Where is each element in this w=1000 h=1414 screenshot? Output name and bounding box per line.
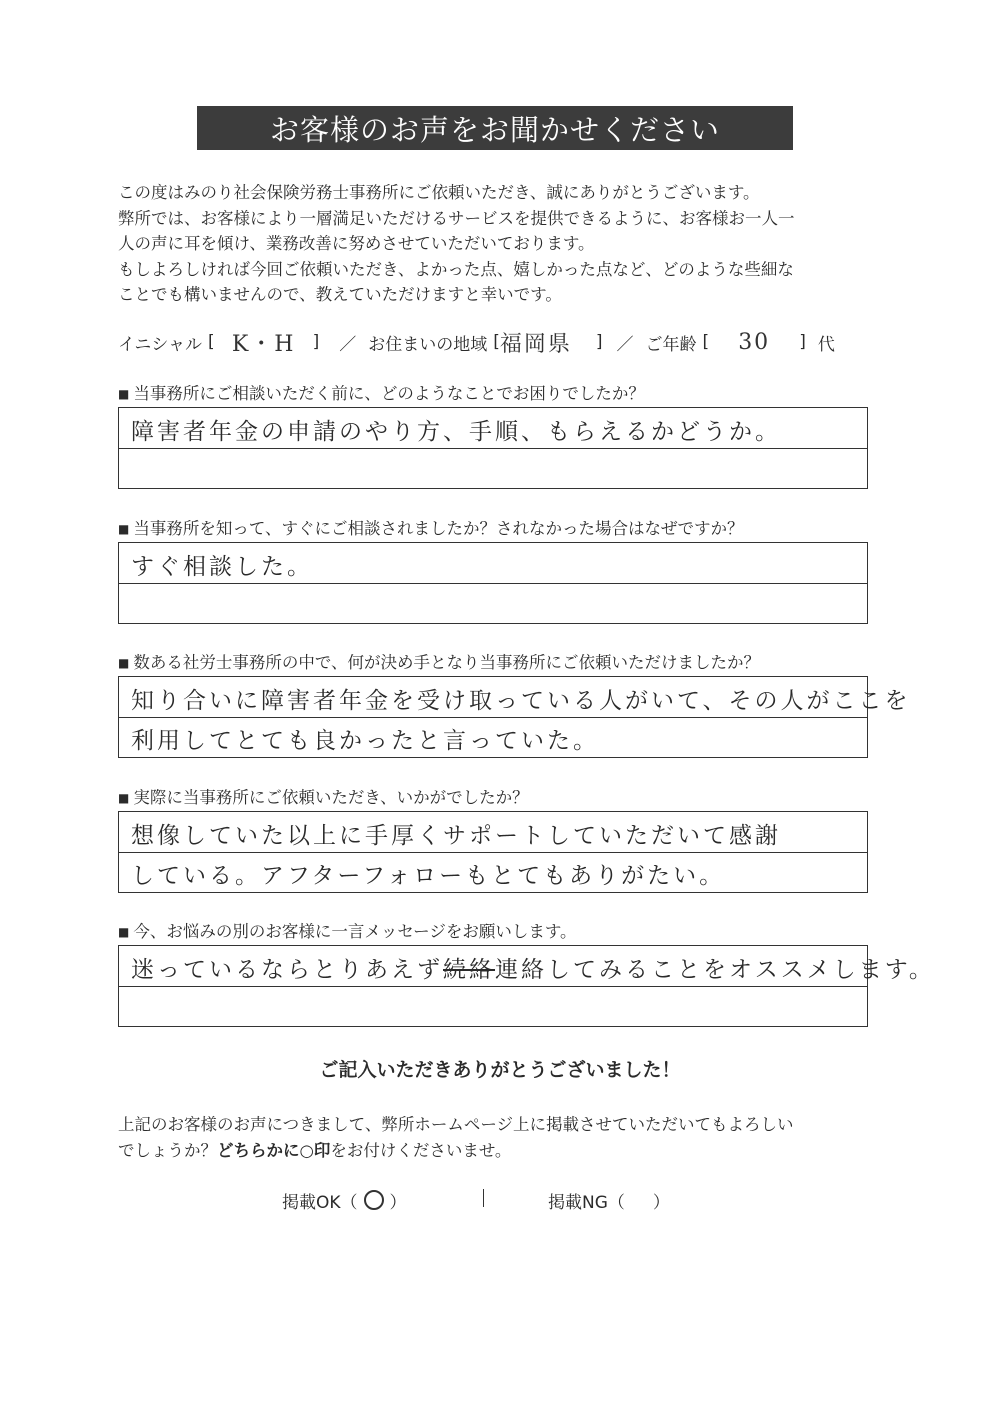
region-value[interactable]: 福岡県 (499, 331, 572, 357)
answer-line: 知り合いに障害者年金を受け取っている人がいて、その人がここを (131, 687, 911, 714)
intro-text (118, 180, 888, 308)
answer-box-4[interactable] (118, 811, 868, 893)
answer-line: 障害者年金の申請のやり方、手順、もらえるかどうか。 (131, 418, 781, 445)
consent-text-normal: をお付けくださいませ。 (330, 1141, 512, 1160)
publish-ok-label: 掲載OK（ (282, 1192, 358, 1213)
bracket-close: ] (595, 332, 603, 352)
divider (119, 986, 867, 987)
answer-box-2[interactable] (118, 542, 868, 624)
divider (483, 1189, 484, 1207)
question-text: 実際に当事務所にご依頼いただき、いかがでしたか？ (133, 788, 529, 807)
respondent-info-row (118, 326, 878, 358)
question-1-label (118, 380, 645, 404)
thanks-message: ご記入いただきありがとうございました！ (319, 1059, 681, 1081)
page-title: お客様のお声をお聞かせください (197, 106, 793, 150)
slash-separator: ／ (616, 334, 634, 355)
consent-text-normal: でしょうか？ (118, 1141, 217, 1160)
intro-line: ことでも構いませんので、教えていただけますと幸いです。 (118, 285, 562, 304)
publish-ng-option[interactable] (548, 1185, 670, 1215)
slash-separator: ／ (339, 334, 357, 355)
answer-box-3[interactable] (118, 676, 911, 758)
answer-line: 想像していた以上に手厚くサポートしていただいて感謝 (131, 822, 781, 849)
age-value[interactable]: 30 (738, 329, 771, 355)
square-bullet-icon: ■ (118, 925, 130, 939)
age-label: ご年齢 (645, 334, 697, 355)
answer-box-5[interactable] (118, 945, 935, 1027)
publish-ng-label: 掲載NG（ (548, 1192, 625, 1213)
question-text: 当事務所を知って、すぐにご相談されましたか？されなかった場合はなぜですか？ (133, 519, 744, 538)
divider (119, 583, 867, 584)
age-suffix: 代 (817, 334, 835, 355)
answer-line: すぐ相談した。 (131, 553, 313, 580)
square-bullet-icon: ■ (118, 387, 130, 401)
square-bullet-icon: ■ (118, 656, 130, 670)
answer-line (131, 947, 935, 987)
consent-line (118, 1138, 888, 1164)
question-4-label (118, 784, 529, 808)
question-text: 当事務所にご相談いただく前に、どのようなことでお困りでしたか？ (133, 384, 645, 403)
consent-line: 上記のお客様のお声につきまして、弊所ホームページ上に掲載させていただいてもよろしい (118, 1115, 794, 1134)
bracket-open: [ (207, 332, 215, 352)
consent-text-bold: どちらかに○印 (217, 1141, 331, 1160)
publish-choices (0, 1185, 1000, 1215)
square-bullet-icon: ■ (118, 791, 130, 805)
struck-text: 続絡 (443, 956, 495, 983)
bracket-open: [ (493, 332, 500, 352)
question-2-label (118, 515, 744, 539)
question-3-label (118, 649, 760, 673)
initial-value[interactable]: K・H (231, 331, 296, 357)
initial-label: イニシャル (118, 334, 202, 355)
question-text: 数ある社労士事務所の中で、何が決め手となり当事務所にご依頼いただけましたか？ (133, 653, 761, 672)
answer-line: している。アフターフォローもとてもありがたい。 (131, 862, 726, 889)
circle-mark-icon (364, 1190, 384, 1210)
bracket-close: ] (799, 332, 806, 352)
answer-text: 連絡してみることをオススメします。 (495, 956, 935, 983)
publish-ok-close: ） (389, 1192, 407, 1213)
bracket-close: ] (312, 332, 320, 352)
consent-text (118, 1112, 888, 1164)
intro-line: もしよろしければ今回ご依頼いただき、よかった点、嬉しかった点など、どのような些細な (118, 259, 794, 279)
publish-ng-close: ） (652, 1192, 670, 1213)
intro-line: 弊所では、お客様により一層満足いただけるサービスを提供できるように、お客様お一人一 (118, 208, 795, 228)
answer-box-1[interactable] (118, 407, 868, 489)
intro-line: この度はみのり社会保険労務士事務所にご依頼いただき、誠にありがとうございます。 (118, 183, 760, 202)
bracket-open: [ (702, 332, 710, 352)
answer-line: 利用してとても良かったと言っていた。 (131, 727, 599, 754)
publish-ok-option[interactable] (282, 1185, 407, 1215)
square-bullet-icon: ■ (118, 522, 130, 536)
question-5-label (118, 918, 577, 942)
region-label: お住まいの地域 (368, 334, 488, 355)
question-text: 今、お悩みの別のお客様に一言メッセージをお願いします。 (133, 922, 577, 941)
intro-line: 人の声に耳を傾け、業務改善に努めさせていただいております。 (118, 234, 595, 253)
divider (119, 448, 867, 449)
answer-text: 迷っているならとりあえず (131, 956, 443, 983)
